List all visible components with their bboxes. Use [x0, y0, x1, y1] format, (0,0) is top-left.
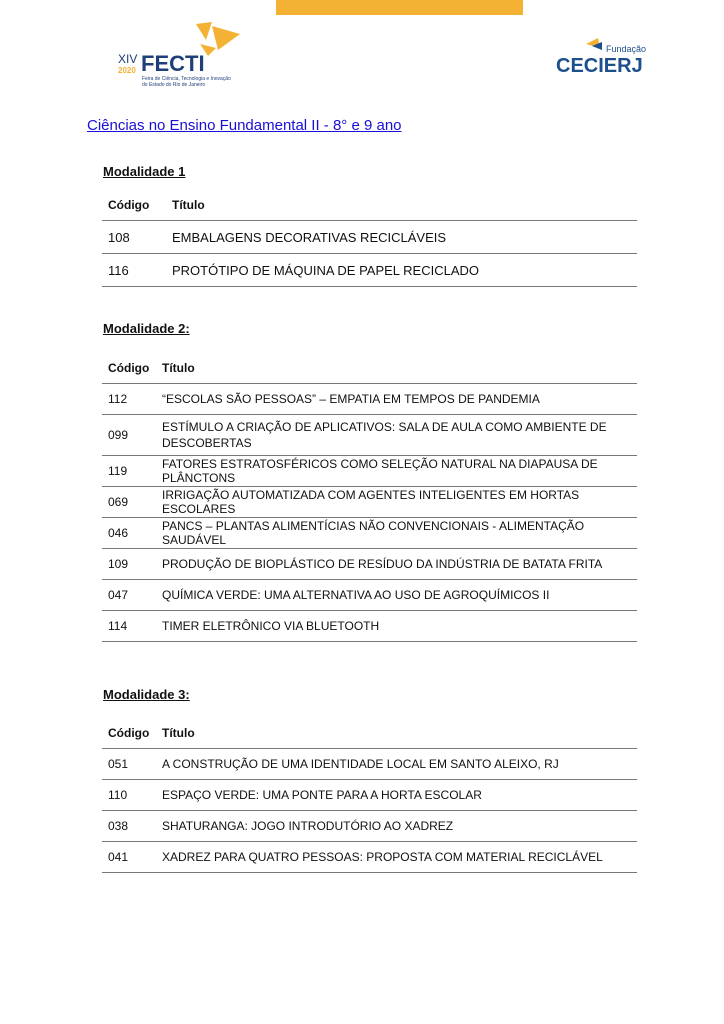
project-title: TIMER ELETRÔNICO VIA BLUETOOTH: [156, 611, 637, 642]
project-title: XADREZ PARA QUATRO PESSOAS: PROPOSTA COM MATERIAL RECICLÁVEL: [156, 842, 637, 873]
column-header-code: Código: [102, 718, 156, 749]
project-title: QUÍMICA VERDE: UMA ALTERNATIVA AO USO DE AGROQUÍMICOS II: [156, 580, 637, 611]
table-header-row: [102, 353, 637, 384]
project-title: ESTÍMULO A CRIAÇÃO DE APLICATIVOS: SALA DE AULA COMO AMBIENTE DE DESCOBERTAS: [156, 415, 637, 456]
table-row: [102, 611, 637, 642]
table-row: [102, 549, 637, 580]
project-code: 116: [102, 254, 166, 287]
modalidade-1-label: Modalidade 1: [103, 164, 186, 179]
modalidade-2-table: [102, 353, 637, 642]
top-accent-bar: [276, 0, 523, 15]
column-header-title: Título: [166, 190, 637, 221]
modalidade-3-table: [102, 718, 637, 873]
column-header-title: Título: [156, 718, 637, 749]
modalidade-1-table: [102, 190, 637, 287]
table-row: [102, 780, 637, 811]
table-row: [102, 384, 637, 415]
table-row: [102, 254, 637, 287]
project-code: 069: [102, 487, 156, 518]
table-row: [102, 580, 637, 611]
table-row: [102, 749, 637, 780]
project-title: A CONSTRUÇÃO DE UMA IDENTIDADE LOCAL EM SANTO ALEIXO, RJ: [156, 749, 637, 780]
table-header-row: [102, 190, 637, 221]
modalidade-3-label: Modalidade 3:: [103, 687, 190, 702]
project-code: 119: [102, 456, 156, 487]
project-title: ESPAÇO VERDE: UMA PONTE PARA A HORTA ESCOLAR: [156, 780, 637, 811]
project-code: 046: [102, 518, 156, 549]
table-header-row: [102, 718, 637, 749]
svg-text:do Estado do Rio de Janeiro: do Estado do Rio de Janeiro: [142, 82, 206, 88]
column-header-title: Título: [156, 353, 637, 384]
project-code: 108: [102, 221, 166, 254]
project-code: 099: [102, 415, 156, 456]
cecierj-logo: [556, 34, 656, 80]
table-row: [102, 811, 637, 842]
table-row: [102, 456, 637, 487]
project-code: 041: [102, 842, 156, 873]
table-row: [102, 415, 637, 456]
table-row: [102, 487, 637, 518]
project-code: 047: [102, 580, 156, 611]
project-title: SHATURANGA: JOGO INTRODUTÓRIO AO XADREZ: [156, 811, 637, 842]
project-title: “ESCOLAS SÃO PESSOAS” – EMPATIA EM TEMPOS DE PANDEMIA: [156, 384, 637, 415]
svg-text:Feira de Ciência, Tecnologia e: Feira de Ciência, Tecnologia e Inovação: [142, 76, 231, 82]
modalidade-2-label: Modalidade 2:: [103, 321, 190, 336]
svg-text:XIV: XIV: [118, 52, 138, 66]
project-code: 109: [102, 549, 156, 580]
svg-text:FECTI: FECTI: [141, 51, 205, 76]
project-code: 038: [102, 811, 156, 842]
table-row: [102, 518, 637, 549]
svg-text:2020: 2020: [118, 66, 136, 75]
project-code: 051: [102, 749, 156, 780]
column-header-code: Código: [102, 353, 156, 384]
fecti-logo: [118, 20, 258, 90]
project-code: 112: [102, 384, 156, 415]
project-code: 114: [102, 611, 156, 642]
project-title: EMBALAGENS DECORATIVAS RECICLÁVEIS: [166, 221, 637, 254]
svg-text:CECIERJ: CECIERJ: [556, 55, 643, 77]
project-title: FATORES ESTRATOSFÉRICOS COMO SELEÇÃO NATURAL NA DIAPAUSA DE PLÂNCTONS: [156, 456, 637, 487]
column-header-code: Código: [102, 190, 166, 221]
table-row: [102, 842, 637, 873]
project-title: PRODUÇÃO DE BIOPLÁSTICO DE RESÍDUO DA INDÚSTRIA DE BATATA FRITA: [156, 549, 637, 580]
project-title: PANCS – PLANTAS ALIMENTÍCIAS NÃO CONVENCIONAIS - ALIMENTAÇÃO SAUDÁVEL: [156, 518, 637, 549]
project-title: IRRIGAÇÃO AUTOMATIZADA COM AGENTES INTELIGENTES EM HORTAS ESCOLARES: [156, 487, 637, 518]
table-row: [102, 221, 637, 254]
project-code: 110: [102, 780, 156, 811]
project-title: PROTÓTIPO DE MÁQUINA DE PAPEL RECICLADO: [166, 254, 637, 287]
svg-text:Fundação: Fundação: [606, 44, 647, 54]
section-heading: Ciências no Ensino Fundamental II - 8° e 9 ano: [87, 117, 402, 134]
